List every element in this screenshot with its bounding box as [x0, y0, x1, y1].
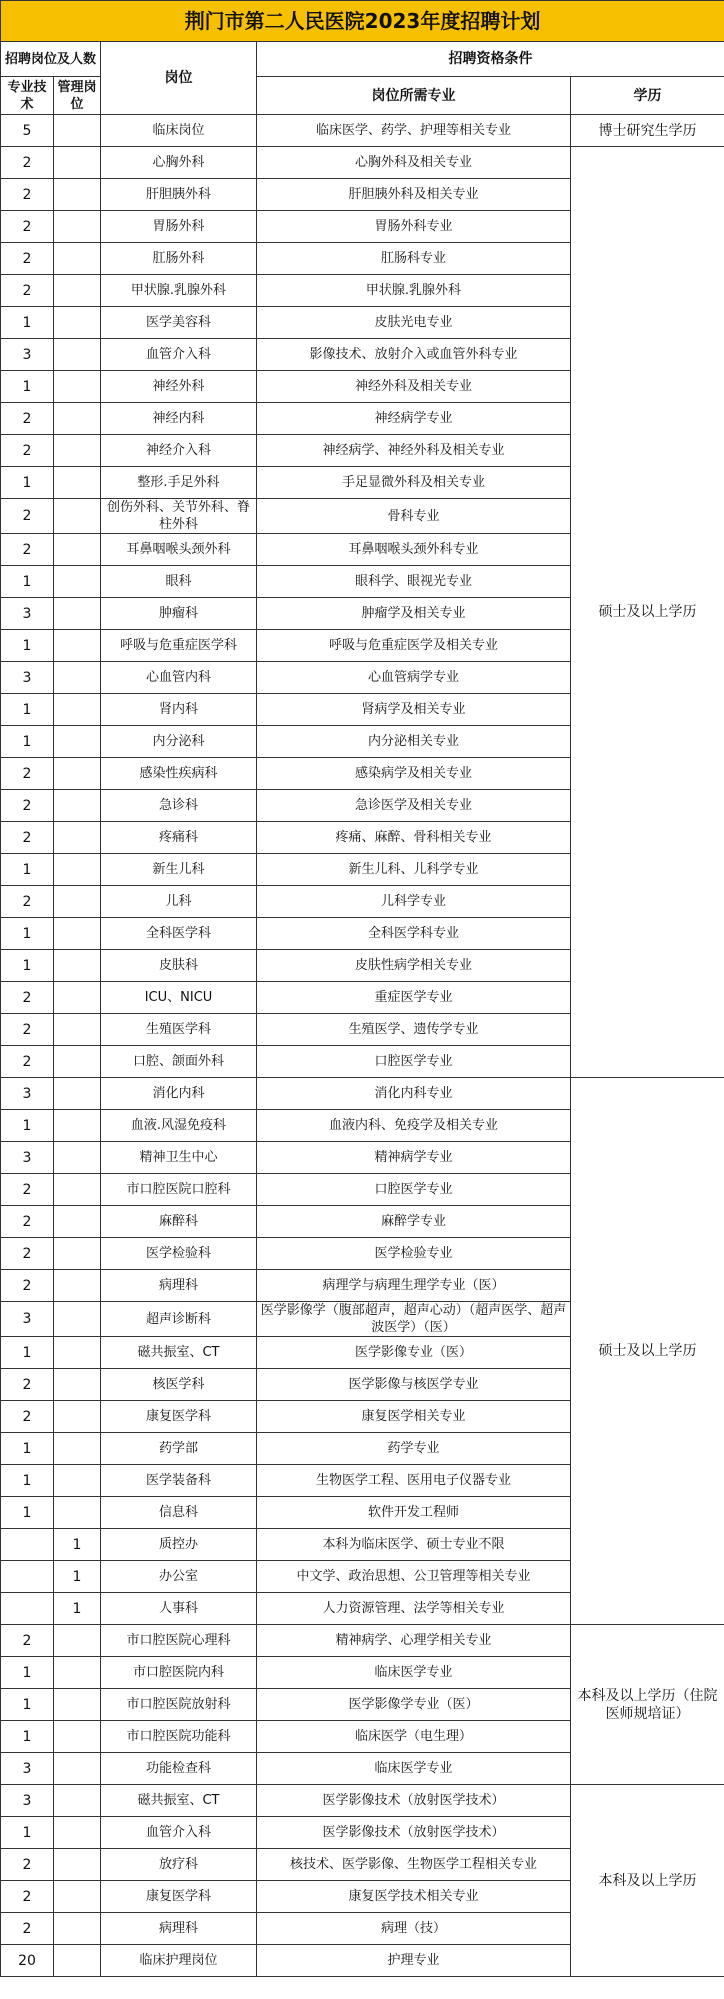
cell-major: 肛肠科专业: [257, 243, 571, 275]
cell-position: 医学检验科: [101, 1238, 257, 1270]
cell-tech-count: 1: [1, 1433, 54, 1465]
table-body: [1, 115, 724, 1977]
header-posts-and-counts: 招聘岗位及人数: [1, 42, 101, 77]
cell-tech-count: 2: [1, 982, 54, 1014]
cell-position: 临床护理岗位: [101, 1945, 257, 1977]
header-major: 岗位所需专业: [257, 77, 571, 115]
cell-position: 血管介入科: [101, 339, 257, 371]
cell-position: 药学部: [101, 1433, 257, 1465]
cell-mgmt-count: [54, 566, 101, 598]
cell-position: 病理科: [101, 1913, 257, 1945]
cell-position: 全科医学科: [101, 918, 257, 950]
table-row: [1, 1078, 724, 1110]
cell-major: 本科为临床医学、硕士专业不限: [257, 1529, 571, 1561]
cell-tech-count: 2: [1, 243, 54, 275]
cell-tech-count: 1: [1, 307, 54, 339]
cell-education: 本科及以上学历: [571, 1785, 724, 1977]
cell-tech-count: 2: [1, 758, 54, 790]
cell-position: 磁共振室、CT: [101, 1337, 257, 1369]
cell-position: 麻醉科: [101, 1206, 257, 1238]
cell-position: 办公室: [101, 1561, 257, 1593]
cell-position: 肿瘤科: [101, 598, 257, 630]
cell-mgmt-count: [54, 822, 101, 854]
cell-major: 康复医学相关专业: [257, 1401, 571, 1433]
cell-mgmt-count: [54, 1337, 101, 1369]
page-title: 荆门市第二人民医院2023年度招聘计划: [1, 1, 724, 42]
cell-mgmt-count: [54, 758, 101, 790]
cell-mgmt-count: [54, 1206, 101, 1238]
cell-tech-count: 2: [1, 1849, 54, 1881]
cell-major: 生物医学工程、医用电子仪器专业: [257, 1465, 571, 1497]
cell-tech-count: 2: [1, 822, 54, 854]
cell-tech-count: 2: [1, 1206, 54, 1238]
cell-major: 神经病学、神经外科及相关专业: [257, 435, 571, 467]
cell-position: 市口腔医院心理科: [101, 1625, 257, 1657]
cell-major: 肾病学及相关专业: [257, 694, 571, 726]
cell-tech-count: 2: [1, 1881, 54, 1913]
cell-mgmt-count: [54, 1078, 101, 1110]
cell-mgmt-count: [54, 371, 101, 403]
cell-tech-count: 2: [1, 1046, 54, 1078]
cell-mgmt-count: [54, 1657, 101, 1689]
cell-tech-count: [1, 1561, 54, 1593]
cell-position: 血液.风湿免疫科: [101, 1110, 257, 1142]
cell-major: 神经外科及相关专业: [257, 371, 571, 403]
cell-position: 市口腔医院内科: [101, 1657, 257, 1689]
cell-mgmt-count: [54, 115, 101, 147]
cell-mgmt-count: [54, 1689, 101, 1721]
cell-mgmt-count: [54, 1369, 101, 1401]
cell-tech-count: 5: [1, 115, 54, 147]
cell-major: 核技术、医学影像、生物医学工程相关专业: [257, 1849, 571, 1881]
cell-major: 肝胆胰外科及相关专业: [257, 179, 571, 211]
cell-tech-count: 1: [1, 918, 54, 950]
cell-major: 感染病学及相关专业: [257, 758, 571, 790]
cell-major: 精神病学、心理学相关专业: [257, 1625, 571, 1657]
cell-mgmt-count: [54, 854, 101, 886]
cell-major: 药学专业: [257, 1433, 571, 1465]
cell-mgmt-count: [54, 1785, 101, 1817]
cell-position: 创伤外科、关节外科、脊柱外科: [101, 499, 257, 534]
cell-position: 整形.手足外科: [101, 467, 257, 499]
cell-tech-count: 3: [1, 1753, 54, 1785]
cell-major: 中文学、政治思想、公卫管理等相关专业: [257, 1561, 571, 1593]
cell-major: 软件开发工程师: [257, 1497, 571, 1529]
cell-mgmt-count: [54, 918, 101, 950]
cell-mgmt-count: [54, 1849, 101, 1881]
cell-position: 精神卫生中心: [101, 1142, 257, 1174]
cell-tech-count: 1: [1, 1817, 54, 1849]
cell-tech-count: 1: [1, 726, 54, 758]
cell-position: 耳鼻咽喉头颈外科: [101, 534, 257, 566]
cell-position: 人事科: [101, 1593, 257, 1625]
cell-mgmt-count: [54, 534, 101, 566]
cell-mgmt-count: [54, 1721, 101, 1753]
cell-tech-count: 1: [1, 1689, 54, 1721]
cell-major: 康复医学技术相关专业: [257, 1881, 571, 1913]
cell-mgmt-count: 1: [54, 1593, 101, 1625]
cell-position: 心胸外科: [101, 147, 257, 179]
cell-mgmt-count: [54, 1945, 101, 1977]
cell-position: 神经介入科: [101, 435, 257, 467]
cell-mgmt-count: [54, 950, 101, 982]
cell-mgmt-count: [54, 1110, 101, 1142]
cell-position: 市口腔医院功能科: [101, 1721, 257, 1753]
cell-major: 血液内科、免疫学及相关专业: [257, 1110, 571, 1142]
cell-tech-count: 3: [1, 662, 54, 694]
cell-major: 病理学与病理生理学专业（医）: [257, 1270, 571, 1302]
cell-major: 医学影像学（腹部超声，超声心动）（超声医学、超声波医学）（医）: [257, 1302, 571, 1337]
cell-position: 市口腔医院放射科: [101, 1689, 257, 1721]
cell-major: 口腔医学专业: [257, 1174, 571, 1206]
table-row: [1, 1625, 724, 1657]
cell-tech-count: 3: [1, 1078, 54, 1110]
cell-position: 口腔、颌面外科: [101, 1046, 257, 1078]
cell-major: 病理（技）: [257, 1913, 571, 1945]
cell-mgmt-count: [54, 1881, 101, 1913]
cell-position: 医学美容科: [101, 307, 257, 339]
cell-mgmt-count: [54, 147, 101, 179]
cell-position: 血管介入科: [101, 1817, 257, 1849]
cell-position: 皮肤科: [101, 950, 257, 982]
cell-major: 心胸外科及相关专业: [257, 147, 571, 179]
cell-major: 心血管病学专业: [257, 662, 571, 694]
cell-mgmt-count: [54, 630, 101, 662]
cell-tech-count: 2: [1, 886, 54, 918]
cell-position: ICU、NICU: [101, 982, 257, 1014]
cell-major: 甲状腺.乳腺外科: [257, 275, 571, 307]
cell-tech-count: 2: [1, 179, 54, 211]
cell-major: 精神病学专业: [257, 1142, 571, 1174]
cell-major: 手足显微外科及相关专业: [257, 467, 571, 499]
cell-position: 疼痛科: [101, 822, 257, 854]
cell-education: 本科及以上学历（住院医师规培证）: [571, 1625, 724, 1785]
cell-position: 超声诊断科: [101, 1302, 257, 1337]
cell-tech-count: 1: [1, 630, 54, 662]
cell-position: 胃肠外科: [101, 211, 257, 243]
table-row: [1, 147, 724, 179]
cell-major: 胃肠外科专业: [257, 211, 571, 243]
cell-mgmt-count: [54, 1433, 101, 1465]
cell-position: 消化内科: [101, 1078, 257, 1110]
cell-major: 皮肤性病学相关专业: [257, 950, 571, 982]
cell-tech-count: 2: [1, 1625, 54, 1657]
cell-tech-count: 3: [1, 1302, 54, 1337]
table-row: [1, 1785, 724, 1817]
cell-major: 护理专业: [257, 1945, 571, 1977]
cell-tech-count: [1, 1593, 54, 1625]
cell-position: 放疗科: [101, 1849, 257, 1881]
cell-position: 磁共振室、CT: [101, 1785, 257, 1817]
cell-position: 临床岗位: [101, 115, 257, 147]
cell-major: 临床医学专业: [257, 1657, 571, 1689]
cell-position: 眼科: [101, 566, 257, 598]
cell-tech-count: 3: [1, 1142, 54, 1174]
cell-mgmt-count: [54, 1174, 101, 1206]
cell-tech-count: 2: [1, 1014, 54, 1046]
cell-tech-count: 2: [1, 147, 54, 179]
cell-tech-count: 2: [1, 435, 54, 467]
cell-mgmt-count: [54, 1913, 101, 1945]
cell-tech-count: 3: [1, 1785, 54, 1817]
cell-position: 质控办: [101, 1529, 257, 1561]
cell-position: 心血管内科: [101, 662, 257, 694]
cell-tech-count: 1: [1, 1657, 54, 1689]
cell-major: 疼痛、麻醉、骨科相关专业: [257, 822, 571, 854]
cell-tech-count: 1: [1, 1337, 54, 1369]
cell-position: 病理科: [101, 1270, 257, 1302]
cell-mgmt-count: [54, 499, 101, 534]
cell-mgmt-count: [54, 1270, 101, 1302]
cell-major: 医学检验专业: [257, 1238, 571, 1270]
cell-position: 核医学科: [101, 1369, 257, 1401]
cell-tech-count: 3: [1, 598, 54, 630]
cell-major: 内分泌相关专业: [257, 726, 571, 758]
cell-education: 博士研究生学历: [571, 115, 724, 147]
cell-position: 内分泌科: [101, 726, 257, 758]
cell-tech-count: 20: [1, 1945, 54, 1977]
cell-tech-count: 2: [1, 275, 54, 307]
cell-mgmt-count: [54, 211, 101, 243]
cell-tech-count: 2: [1, 403, 54, 435]
cell-mgmt-count: [54, 1046, 101, 1078]
cell-mgmt-count: [54, 694, 101, 726]
cell-major: 儿科学专业: [257, 886, 571, 918]
cell-position: 呼吸与危重症医学科: [101, 630, 257, 662]
cell-major: 麻醉学专业: [257, 1206, 571, 1238]
cell-tech-count: 2: [1, 1238, 54, 1270]
cell-mgmt-count: [54, 435, 101, 467]
cell-major: 消化内科专业: [257, 1078, 571, 1110]
cell-major: 全科医学科专业: [257, 918, 571, 950]
cell-mgmt-count: [54, 307, 101, 339]
cell-tech-count: 3: [1, 339, 54, 371]
cell-mgmt-count: [54, 886, 101, 918]
table-row: [1, 115, 724, 147]
cell-tech-count: 2: [1, 211, 54, 243]
cell-mgmt-count: [54, 1753, 101, 1785]
cell-major: 医学影像与核医学专业: [257, 1369, 571, 1401]
header-qualifications: 招聘资格条件: [257, 42, 724, 77]
cell-major: 医学影像技术（放射医学技术）: [257, 1817, 571, 1849]
cell-major: 重症医学专业: [257, 982, 571, 1014]
cell-tech-count: 1: [1, 371, 54, 403]
cell-position: 康复医学科: [101, 1881, 257, 1913]
header-education: 学历: [571, 77, 724, 115]
header-mgmt: 管理岗位: [54, 77, 101, 115]
cell-position: 市口腔医院口腔科: [101, 1174, 257, 1206]
cell-mgmt-count: 1: [54, 1561, 101, 1593]
cell-mgmt-count: [54, 467, 101, 499]
cell-major: 急诊医学及相关专业: [257, 790, 571, 822]
header-position: 岗位: [101, 42, 257, 115]
cell-mgmt-count: [54, 1238, 101, 1270]
cell-mgmt-count: [54, 275, 101, 307]
cell-position: 肾内科: [101, 694, 257, 726]
cell-tech-count: 1: [1, 1721, 54, 1753]
cell-major: 医学影像学专业（医）: [257, 1689, 571, 1721]
cell-major: 呼吸与危重症医学及相关专业: [257, 630, 571, 662]
cell-mgmt-count: [54, 790, 101, 822]
cell-position: 信息科: [101, 1497, 257, 1529]
cell-tech-count: 1: [1, 1110, 54, 1142]
cell-position: 儿科: [101, 886, 257, 918]
cell-tech-count: 1: [1, 854, 54, 886]
cell-mgmt-count: [54, 1401, 101, 1433]
cell-mgmt-count: [54, 1142, 101, 1174]
cell-tech-count: 1: [1, 950, 54, 982]
cell-position: 肝胆胰外科: [101, 179, 257, 211]
cell-mgmt-count: [54, 1014, 101, 1046]
cell-major: 影像技术、放射介入或血管外科专业: [257, 339, 571, 371]
cell-tech-count: [1, 1529, 54, 1561]
cell-major: 眼科学、眼视光专业: [257, 566, 571, 598]
cell-major: 医学影像技术（放射医学技术）: [257, 1785, 571, 1817]
cell-major: 人力资源管理、法学等相关专业: [257, 1593, 571, 1625]
cell-major: 口腔医学专业: [257, 1046, 571, 1078]
cell-major: 皮肤光电专业: [257, 307, 571, 339]
cell-mgmt-count: [54, 179, 101, 211]
cell-mgmt-count: [54, 598, 101, 630]
cell-tech-count: 2: [1, 790, 54, 822]
cell-mgmt-count: [54, 1465, 101, 1497]
cell-position: 神经内科: [101, 403, 257, 435]
cell-major: 临床医学专业: [257, 1753, 571, 1785]
cell-tech-count: 2: [1, 1369, 54, 1401]
cell-tech-count: 2: [1, 1401, 54, 1433]
cell-mgmt-count: [54, 662, 101, 694]
cell-major: 新生儿科、儿科学专业: [257, 854, 571, 886]
cell-mgmt-count: [54, 1817, 101, 1849]
cell-tech-count: 1: [1, 1465, 54, 1497]
cell-major: 临床医学、药学、护理等相关专业: [257, 115, 571, 147]
cell-major: 耳鼻咽喉头颈外科专业: [257, 534, 571, 566]
cell-major: 神经病学专业: [257, 403, 571, 435]
cell-major: 生殖医学、遗传学专业: [257, 1014, 571, 1046]
cell-position: 甲状腺.乳腺外科: [101, 275, 257, 307]
cell-mgmt-count: [54, 1302, 101, 1337]
cell-position: 新生儿科: [101, 854, 257, 886]
cell-tech-count: 1: [1, 694, 54, 726]
cell-tech-count: 2: [1, 1174, 54, 1206]
cell-mgmt-count: [54, 1625, 101, 1657]
cell-tech-count: 2: [1, 1270, 54, 1302]
cell-mgmt-count: [54, 726, 101, 758]
cell-mgmt-count: [54, 982, 101, 1014]
cell-mgmt-count: [54, 403, 101, 435]
cell-major: 临床医学（电生理）: [257, 1721, 571, 1753]
header-tech: 专业技术: [1, 77, 54, 115]
cell-tech-count: 2: [1, 1913, 54, 1945]
cell-position: 医学装备科: [101, 1465, 257, 1497]
cell-position: 功能检查科: [101, 1753, 257, 1785]
cell-position: 急诊科: [101, 790, 257, 822]
cell-education: 硕士及以上学历: [571, 147, 724, 1078]
cell-tech-count: 1: [1, 1497, 54, 1529]
cell-major: 医学影像专业（医）: [257, 1337, 571, 1369]
cell-mgmt-count: 1: [54, 1529, 101, 1561]
cell-position: 感染性疾病科: [101, 758, 257, 790]
cell-mgmt-count: [54, 243, 101, 275]
cell-education: 硕士及以上学历: [571, 1078, 724, 1625]
cell-tech-count: 1: [1, 467, 54, 499]
cell-position: 肛肠外科: [101, 243, 257, 275]
cell-tech-count: 2: [1, 499, 54, 534]
cell-tech-count: 2: [1, 534, 54, 566]
cell-position: 生殖医学科: [101, 1014, 257, 1046]
cell-position: 康复医学科: [101, 1401, 257, 1433]
cell-tech-count: 1: [1, 566, 54, 598]
cell-mgmt-count: [54, 339, 101, 371]
cell-major: 肿瘤学及相关专业: [257, 598, 571, 630]
cell-mgmt-count: [54, 1497, 101, 1529]
cell-major: 骨科专业: [257, 499, 571, 534]
cell-position: 神经外科: [101, 371, 257, 403]
